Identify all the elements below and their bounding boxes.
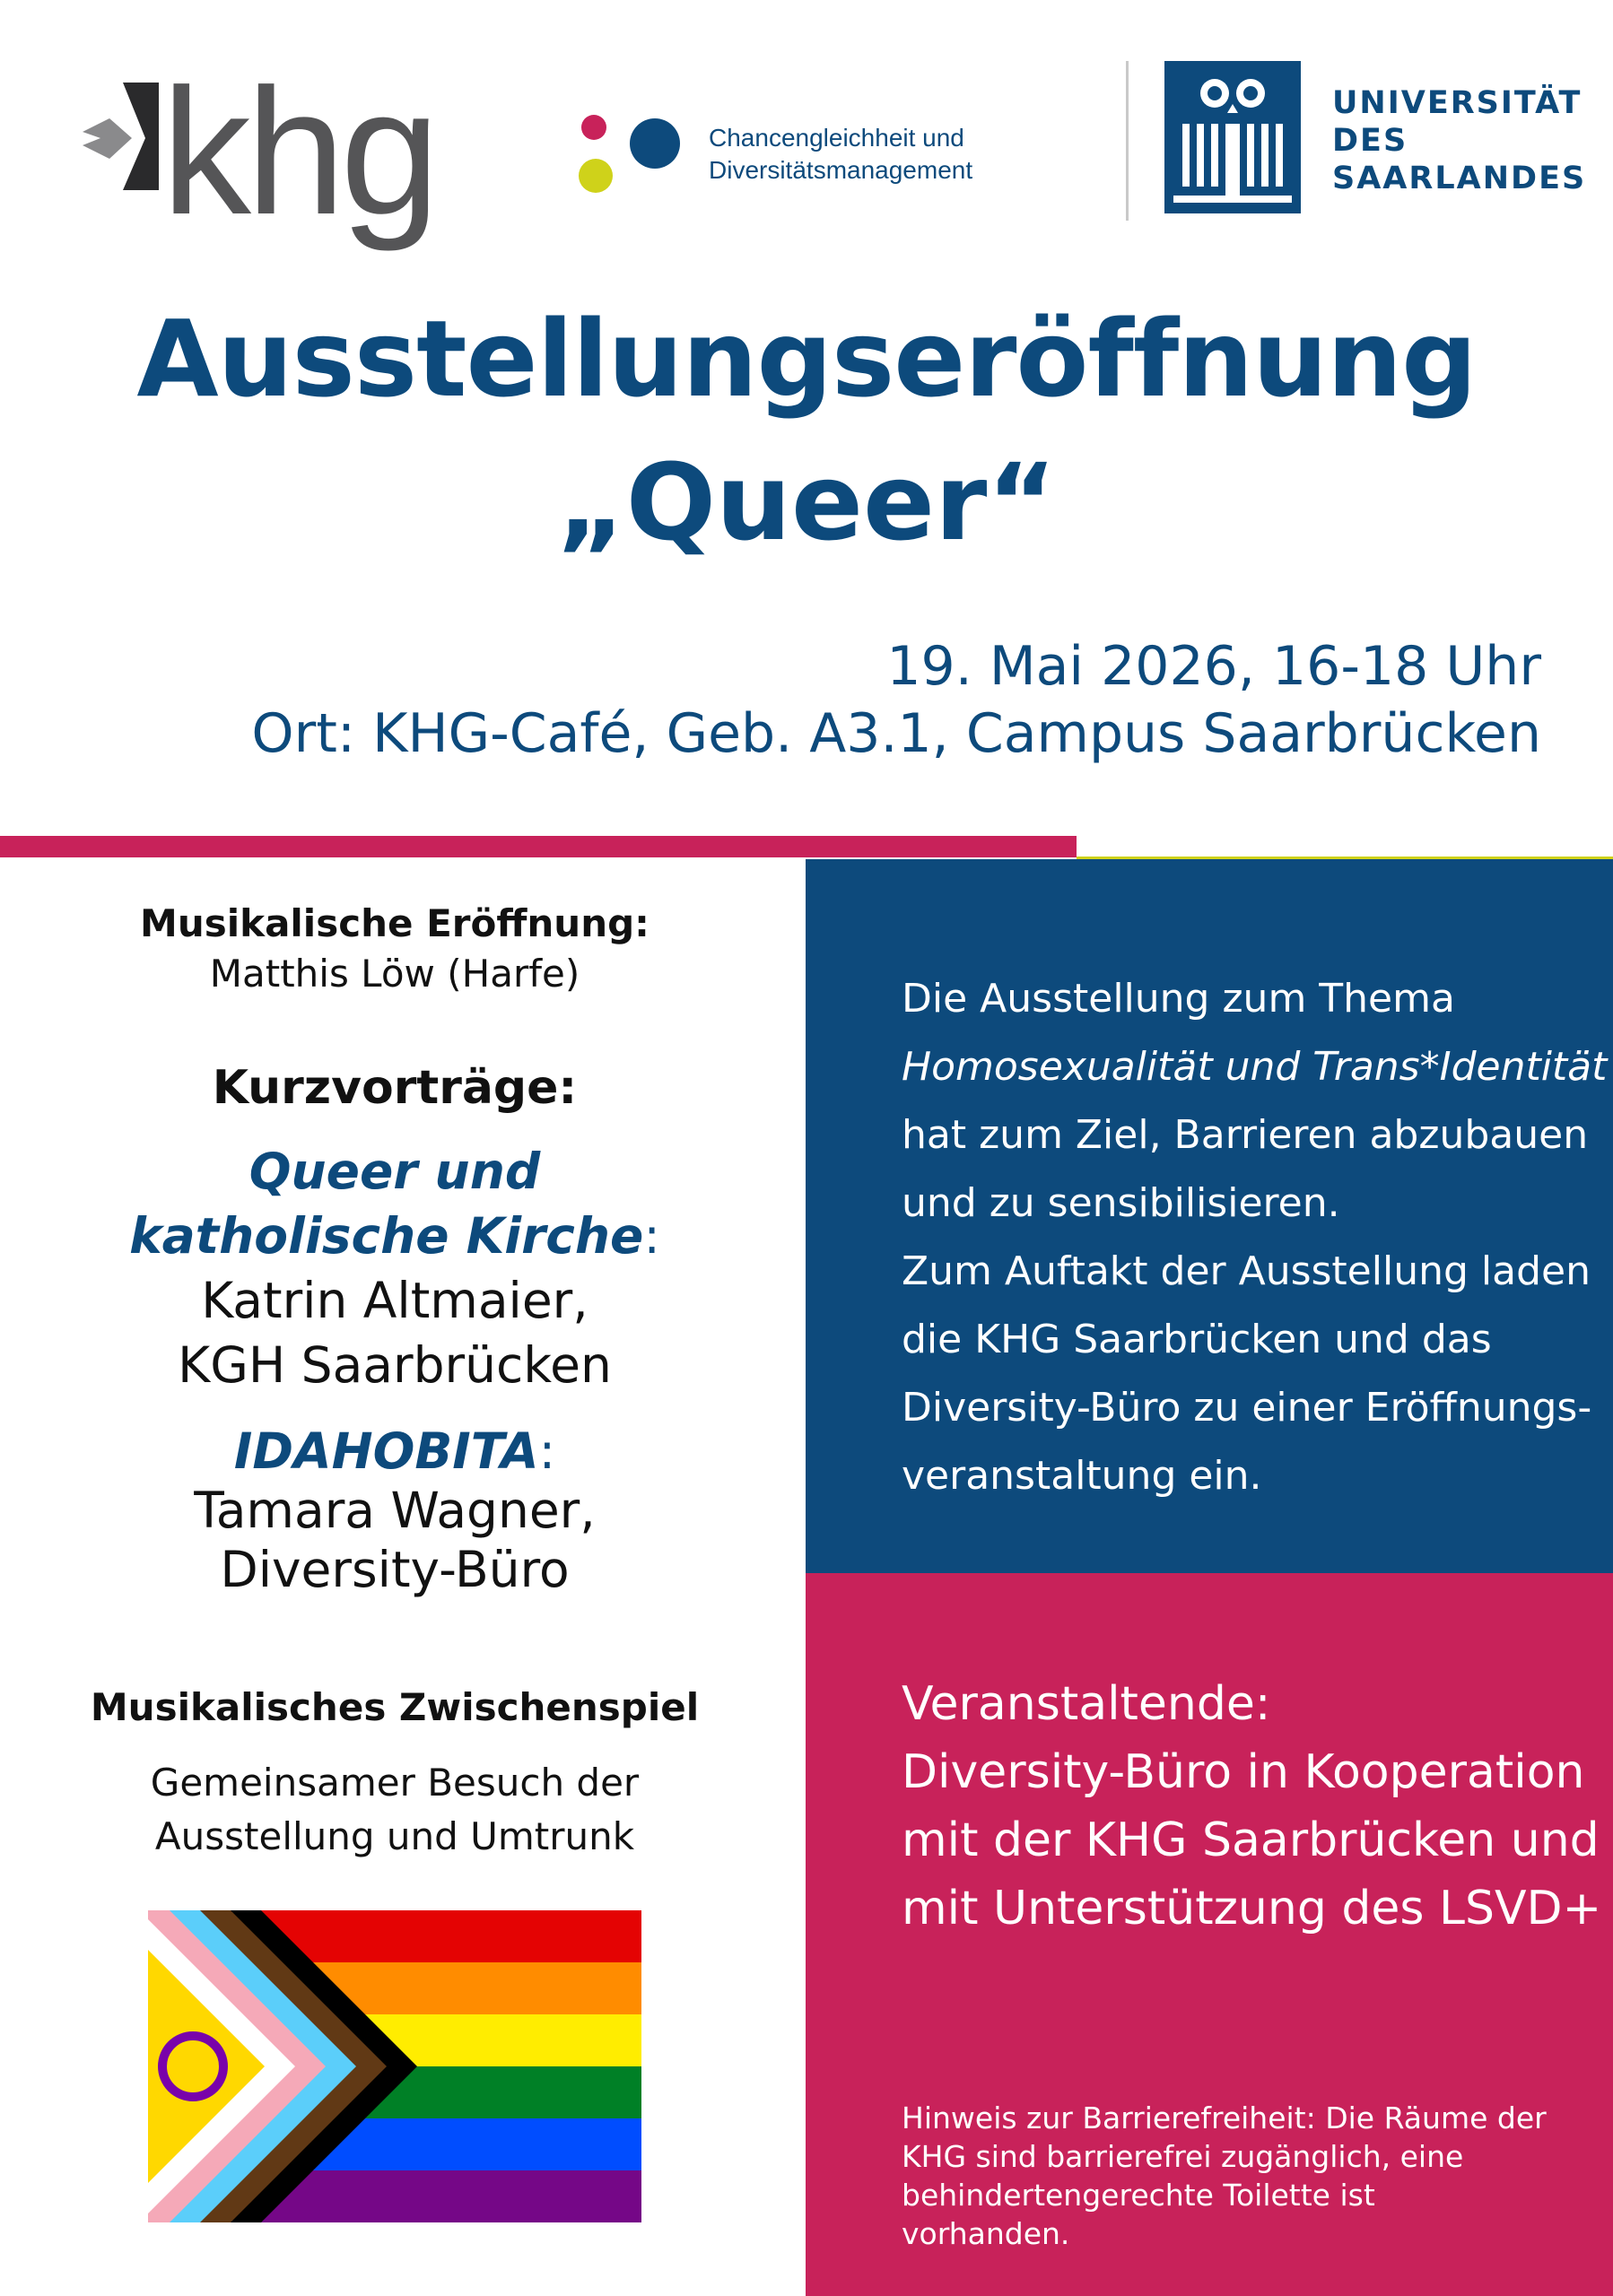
chancengleichheit-line-2: Diversitätsmanagement bbox=[709, 156, 973, 184]
accessibility-note bbox=[902, 2099, 1548, 2253]
interlude-text-line-1: Gemeinsamer Besuch der bbox=[150, 1761, 640, 1805]
event-location: Ort: KHG-Café, Geb. A3.1, Campus Saarbrücken bbox=[251, 702, 1541, 765]
chancengleichheit-logo-dots bbox=[574, 111, 686, 201]
talk-1-title-line-2: katholische Kirche bbox=[129, 1207, 644, 1265]
talk-1 bbox=[54, 1139, 736, 1397]
page-title-line-1: Ausstellungseröffnung bbox=[136, 297, 1477, 421]
interlude-text-line-2: Ausstellung und Umtrunk bbox=[154, 1814, 635, 1858]
description-line-4: und zu sensibilisieren. bbox=[902, 1180, 1340, 1226]
organizers-line-3: mit der KHG Saarbrücken und bbox=[902, 1813, 1600, 1867]
page-title-line-2: „Queer“ bbox=[556, 440, 1057, 564]
accessibility-line-2: KHG sind barrierefrei zugänglich, eine bbox=[902, 2139, 1464, 2174]
accessibility-line-1: Hinweis zur Barrierefreiheit: Die Räume der bbox=[902, 2100, 1547, 2135]
logo-divider bbox=[1126, 61, 1129, 221]
talk-1-speaker-line-2: KGH Saarbrücken bbox=[178, 1336, 612, 1394]
talk-2 bbox=[54, 1422, 736, 1599]
intersex-progress-pride-flag bbox=[148, 1910, 641, 2222]
description-line-6: die KHG Saarbrücken und das bbox=[902, 1317, 1492, 1362]
talk-2-speaker-line-2: Diversity-Büro bbox=[220, 1541, 570, 1598]
talks-heading: Kurzvorträge: bbox=[212, 1061, 578, 1115]
university-line-3: SAARLANDES bbox=[1332, 161, 1587, 196]
interlude-text bbox=[54, 1756, 736, 1864]
description-line-italic: Homosexualität und Trans*Identität bbox=[902, 1044, 1608, 1090]
talk-1-speaker-line-1: Katrin Altmaier, bbox=[201, 1272, 589, 1329]
red-divider-bar bbox=[0, 836, 1077, 857]
organizers-line-2: Diversity-Büro in Kooperation bbox=[902, 1745, 1585, 1799]
description-text bbox=[902, 965, 1607, 1510]
description-line-8: veranstaltung ein. bbox=[902, 1453, 1262, 1499]
talk-1-title-line-1: Queer und bbox=[248, 1143, 541, 1200]
description-line-5: Zum Auftakt der Ausstellung laden bbox=[902, 1248, 1591, 1294]
talk-2-speaker-line-1: Tamara Wagner, bbox=[194, 1482, 596, 1539]
organizers-text bbox=[902, 1670, 1601, 1943]
talk-2-colon: : bbox=[538, 1422, 556, 1480]
organizers-line-1: Veranstaltende: bbox=[902, 1677, 1271, 1731]
description-line-1: Die Ausstellung zum Thema bbox=[902, 976, 1455, 1022]
organizers-line-4: mit Unterstützung des LSVD+ bbox=[902, 1882, 1602, 1935]
event-date: 19. Mai 2026, 16-18 Uhr bbox=[886, 635, 1541, 698]
musical-opening-heading: Musikalische Eröffnung: bbox=[140, 901, 650, 945]
khg-logo-text: khg bbox=[161, 52, 435, 252]
description-line-3: hat zum Ziel, Barrieren abzubauen bbox=[902, 1112, 1589, 1158]
talk-2-title: IDAHOBITA bbox=[233, 1422, 539, 1480]
description-line-7: Diversity-Büro zu einer Eröffnungs- bbox=[902, 1385, 1592, 1431]
chancengleichheit-logo-text bbox=[709, 122, 972, 187]
accessibility-line-3: behindertengerechte Toilette ist vorhanden. bbox=[902, 2178, 1375, 2251]
interlude-heading: Musikalisches Zwischenspiel bbox=[90, 1685, 700, 1729]
university-line-2: DES bbox=[1332, 123, 1408, 159]
talk-1-colon: : bbox=[643, 1207, 660, 1265]
university-owl-icon bbox=[1164, 61, 1301, 213]
chancengleichheit-line-1: Chancengleichheit und bbox=[709, 124, 964, 152]
university-line-1: UNIVERSITÄT bbox=[1332, 85, 1582, 121]
musical-opening-name: Matthis Löw (Harfe) bbox=[209, 952, 580, 996]
university-logo-text bbox=[1332, 84, 1586, 197]
